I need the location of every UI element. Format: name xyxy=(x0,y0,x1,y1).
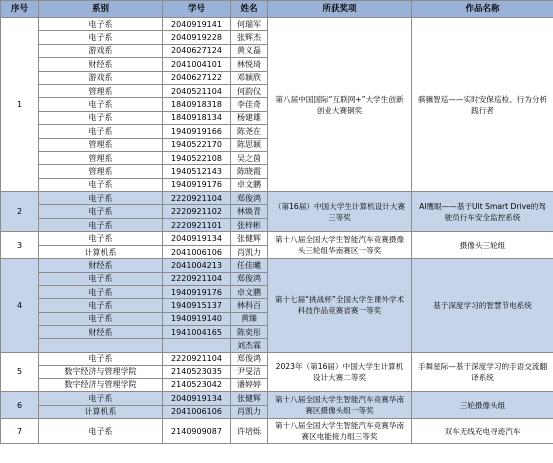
cell-name: 黄臻 xyxy=(231,312,268,325)
cell-name: 尹旻洁 xyxy=(231,365,268,378)
cell-name: 任佳曦 xyxy=(231,259,268,272)
cell-award: （第16届）中国大学生计算机设计大赛三等奖 xyxy=(268,192,412,232)
cell-dept: 电子系 xyxy=(39,18,163,31)
cell-student-id: 2040919141 xyxy=(163,18,231,31)
cell-student-id: 2140523035 xyxy=(163,365,231,378)
cell-student-id: 2040919134 xyxy=(163,232,231,246)
cell-dept: 电子系 xyxy=(39,111,163,124)
cell-name: 陈思颖 xyxy=(231,138,268,151)
cell-student-id: 2040627122 xyxy=(163,71,231,84)
cell-name: 许培烁 xyxy=(231,419,268,444)
cell-name: 何瑞军 xyxy=(231,18,268,31)
cell-student-id: 2140523042 xyxy=(163,378,231,391)
cell-dept xyxy=(39,339,163,352)
table-row xyxy=(1,232,553,246)
cell-dept: 数字经济与管理学院 xyxy=(39,365,163,378)
table-row xyxy=(1,192,553,205)
cell-student-id: 2040521104 xyxy=(163,84,231,97)
cell-name: 郑俊鸿 xyxy=(231,272,268,285)
cell-award: 第八届中国国际“互联网+”大学生创新创业大赛铜奖 xyxy=(268,18,412,192)
table-row xyxy=(1,419,553,444)
cell-dept: 游戏系 xyxy=(39,44,163,57)
cell-name: 卓文鹏 xyxy=(231,286,268,299)
cell-name: 何韵仪 xyxy=(231,84,268,97)
cell-student-id: 1940512143 xyxy=(163,165,231,178)
cell-student-id: 1840918318 xyxy=(163,98,231,111)
cell-dept: 计算机系 xyxy=(39,405,163,419)
cell-dept: 管理系 xyxy=(39,138,163,151)
header-row xyxy=(1,1,553,18)
cell-student-id: 1940919176 xyxy=(163,286,231,299)
cell-name: 林焕青 xyxy=(231,205,268,218)
cell-award: 第十八届全国大学生智能汽车竞赛华南赛区电能接力组三等奖 xyxy=(268,419,412,444)
cell-name: 郑俊鸿 xyxy=(231,192,268,205)
cell-dept: 电子系 xyxy=(39,286,163,299)
cell-name: 邓颖欣 xyxy=(231,71,268,84)
cell-dept: 电子系 xyxy=(39,178,163,191)
cell-student-id: 2040627124 xyxy=(163,44,231,57)
cell-work: 基于深度学习的智慧节电系统 xyxy=(412,259,553,352)
cell-name: 郑俊鸿 xyxy=(231,352,268,365)
cell-dept: 电子系 xyxy=(39,31,163,44)
cell-name: 张梓彬 xyxy=(231,218,268,231)
header-student-id: 学号 xyxy=(163,1,231,18)
cell-student-id: 2220921104 xyxy=(163,192,231,205)
cell-name: 张辉杰 xyxy=(231,31,268,44)
cell-dept: 管理系 xyxy=(39,165,163,178)
cell-student-id: 1940919140 xyxy=(163,312,231,325)
cell-name: 潘婷婷 xyxy=(231,378,268,391)
cell-dept: 电子系 xyxy=(39,205,163,218)
cell-student-id: 2040919134 xyxy=(163,392,231,406)
cell-dept: 财经系 xyxy=(39,58,163,71)
cell-award: 2023年（第16届）中国大学生计算机设计大赛二等奖 xyxy=(268,352,412,392)
cell-name: 肖凯力 xyxy=(231,245,268,259)
header-award: 所获奖项 xyxy=(268,1,412,18)
cell-name: 肖凯力 xyxy=(231,405,268,419)
cell-work: 骐骥智巡——实时安保巡检、行为分析践行者 xyxy=(412,18,553,192)
cell-dept: 财经系 xyxy=(39,259,163,272)
row-index: 3 xyxy=(1,232,39,259)
row-index: 6 xyxy=(1,392,39,419)
cell-student-id: 1940915137 xyxy=(163,299,231,312)
cell-dept: 电子系 xyxy=(39,218,163,231)
cell-name: 林悦琦 xyxy=(231,58,268,71)
table-row xyxy=(1,392,553,406)
cell-student-id: 2041004101 xyxy=(163,58,231,71)
cell-dept: 管理系 xyxy=(39,84,163,97)
cell-dept: 游戏系 xyxy=(39,71,163,84)
cell-student-id: 1940919176 xyxy=(163,178,231,191)
cell-name: 张健辉 xyxy=(231,232,268,246)
row-index: 1 xyxy=(1,18,39,192)
table-body xyxy=(1,18,553,444)
cell-student-id: 1840918134 xyxy=(163,111,231,124)
cell-student-id: 2220921104 xyxy=(163,272,231,285)
cell-award: 第十七届“挑战杯”全国大学生课外学术科技作品竞赛省赛一等奖 xyxy=(268,259,412,352)
cell-name: 林科百 xyxy=(231,299,268,312)
cell-work: 手舞星际—基于深度学习的手语交流翻译系统 xyxy=(412,352,553,392)
cell-work: 三轮摄像头组 xyxy=(412,392,553,419)
cell-name: 吴之茵 xyxy=(231,151,268,164)
cell-dept: 数字经济与管理学院 xyxy=(39,378,163,391)
cell-student-id: 1940919166 xyxy=(163,125,231,138)
cell-name: 杨建雄 xyxy=(231,111,268,124)
row-index: 7 xyxy=(1,419,39,444)
header-index: 序号 xyxy=(1,1,39,18)
cell-dept: 电子系 xyxy=(39,419,163,444)
cell-student-id: 2041006106 xyxy=(163,405,231,419)
cell-name: 卓文鹏 xyxy=(231,178,268,191)
cell-dept: 电子系 xyxy=(39,232,163,246)
row-index: 2 xyxy=(1,192,39,232)
cell-dept: 财经系 xyxy=(39,325,163,338)
cell-student-id: 2041006106 xyxy=(163,245,231,259)
cell-student-id xyxy=(163,339,231,352)
cell-student-id: 2040919228 xyxy=(163,31,231,44)
cell-dept: 电子系 xyxy=(39,98,163,111)
cell-name: 陈晓霞 xyxy=(231,165,268,178)
cell-student-id: 2140909087 xyxy=(163,419,231,444)
cell-name: 张健辉 xyxy=(231,392,268,406)
cell-dept: 计算机系 xyxy=(39,245,163,259)
cell-student-id: 2220921101 xyxy=(163,218,231,231)
cell-dept: 电子系 xyxy=(39,272,163,285)
header-name: 姓名 xyxy=(231,1,268,18)
cell-work: 双车无线充电寻迹汽车 xyxy=(412,419,553,444)
header-work: 作品名称 xyxy=(412,1,553,18)
cell-student-id: 2220921102 xyxy=(163,205,231,218)
table-row xyxy=(1,18,553,31)
cell-name: 黄义磊 xyxy=(231,44,268,57)
cell-student-id: 2041004213 xyxy=(163,259,231,272)
row-index: 4 xyxy=(1,259,39,352)
table-row xyxy=(1,259,553,272)
cell-student-id: 1940522108 xyxy=(163,151,231,164)
table-row xyxy=(1,352,553,365)
cell-dept: 电子系 xyxy=(39,312,163,325)
cell-dept: 电子系 xyxy=(39,192,163,205)
cell-name: 李佳奇 xyxy=(231,98,268,111)
cell-award: 第十八届全国大学生智能汽车竞赛华南赛区摄像头组一等奖 xyxy=(268,392,412,419)
cell-work: 摄像头三轮组 xyxy=(412,232,553,259)
cell-dept: 电子系 xyxy=(39,125,163,138)
cell-dept: 电子系 xyxy=(39,352,163,365)
cell-student-id: 1940522170 xyxy=(163,138,231,151)
cell-student-id: 1941004165 xyxy=(163,325,231,338)
header-dept: 系别 xyxy=(39,1,163,18)
cell-name: 陈尧在 xyxy=(231,125,268,138)
cell-dept: 电子系 xyxy=(39,392,163,406)
row-index: 5 xyxy=(1,352,39,392)
cell-award: 第十八届全国大学生智能汽车竞赛摄像头三轮组华南赛区一等奖 xyxy=(268,232,412,259)
cell-name: 刘杰霖 xyxy=(231,339,268,352)
cell-name: 陈奕彤 xyxy=(231,325,268,338)
cell-student-id: 2220921104 xyxy=(163,352,231,365)
cell-work: AI鹰眼——基于Ult Smart Drive的驾驶员行车安全监控系统 xyxy=(412,192,553,232)
cell-dept: 管理系 xyxy=(39,151,163,164)
cell-dept: 电子系 xyxy=(39,299,163,312)
